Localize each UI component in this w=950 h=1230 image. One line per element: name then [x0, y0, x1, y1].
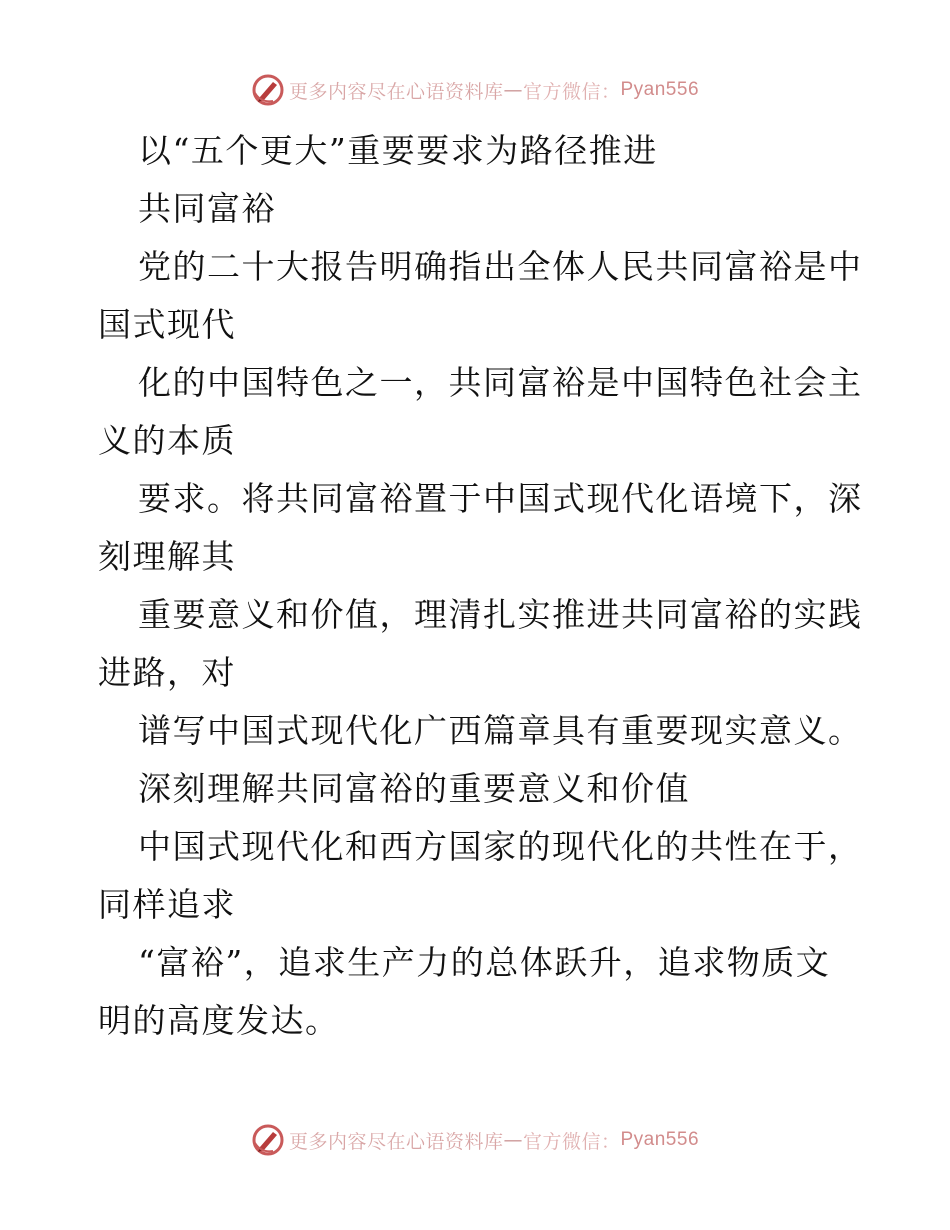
banner-wechat-label: 官方微信： [522, 1130, 621, 1153]
pen-logo-icon [251, 1123, 285, 1157]
footer-banner [0, 1120, 950, 1160]
heading-line: 共同富裕 [138, 189, 276, 228]
document-body [98, 122, 863, 1050]
paragraph-line: 明的高度发达。 [98, 1001, 340, 1040]
heading-line: 以“五个更大”重要要求为路径推进 [138, 131, 658, 170]
banner-wechat-id: Pyan556 [620, 1129, 700, 1150]
paragraph-line: 进路，对 [98, 653, 236, 692]
header-banner [0, 70, 950, 110]
section-heading-line: 深刻理解共同富裕的重要意义和价值 [138, 769, 690, 808]
banner-library-text: 更多内容尽在心语资料库 [288, 80, 504, 103]
paragraph-line: 同样追求 [98, 885, 236, 924]
paragraph-line: 国式现代 [98, 305, 236, 344]
paragraph-line: 化的中国特色之一，共同富裕是中国特色社会主 [138, 363, 863, 402]
banner-library-text: 更多内容尽在心语资料库 [288, 1130, 504, 1153]
banner-wechat-label: 官方微信： [522, 80, 621, 103]
paragraph-line: 重要意义和价值，理清扎实推进共同富裕的实践 [138, 595, 863, 634]
paragraph-line: 谱写中国式现代化广西篇章具有重要现实意义。 [138, 711, 863, 750]
paragraph-line: 中国式现代化和西方国家的现代化的共性在于， [138, 827, 863, 866]
paragraph-line: 刻理解其 [98, 537, 236, 576]
pen-logo-icon [251, 73, 285, 107]
paragraph-line: 义的本质 [98, 421, 236, 460]
paragraph-line: “富裕”，追求生产力的总体跃升，追求物质文 [138, 943, 831, 982]
banner-dash: — [503, 1129, 523, 1151]
banner-dash: — [503, 79, 523, 101]
paragraph-line: 党的二十大报告明确指出全体人民共同富裕是中 [138, 247, 863, 286]
paragraph-line: 要求。将共同富裕置于中国式现代化语境下，深 [138, 479, 863, 518]
banner-wechat-id: Pyan556 [620, 79, 700, 100]
